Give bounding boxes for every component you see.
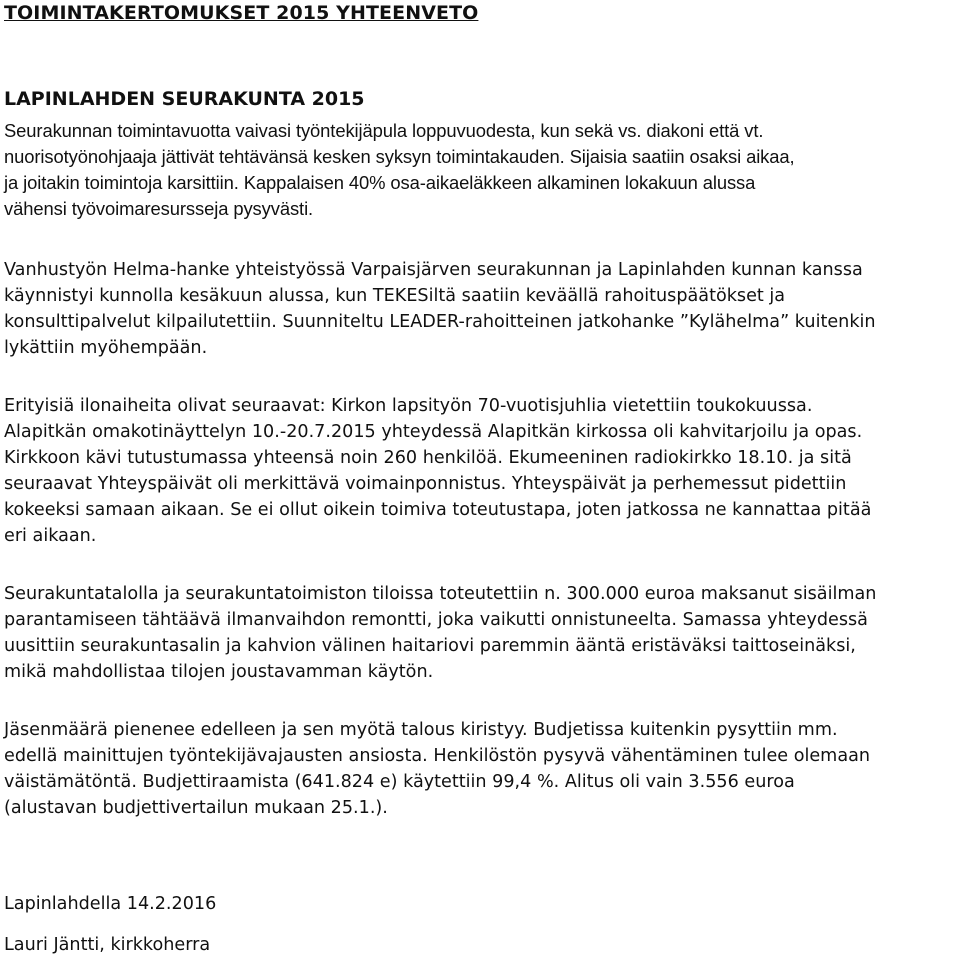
paragraph-line: käynnistyi kunnolla kesäkuun alussa, kun TEKESiltä saatiin keväällä rahoituspäätökset ja [4,286,786,306]
paragraph-line: vähensi työvoimaresursseja pysyvästi. [4,198,314,219]
paragraph-line: parantamiseen tähtäävä ilmanvaihdon remontti, joka vaikutti onnistuneelta. Samassa yhteydessä [4,610,868,630]
paragraph-economy [4,717,956,821]
paragraph-line: Seurakuntatalolla ja seurakuntatoimiston tiloissa toteutettiin n. 300.000 euroa maksanut sisäilman [4,584,877,604]
paragraph-line: Jäsenmäärä pienenee edelleen ja sen myötä talous kiristyy. Budjetissa kuitenkin pysyttiin mm. [4,720,838,740]
paragraph-line: väistämätöntä. Budjettiraamista (641.824 e) käytettiin 99,4 %. Alitus oli vain 3.556 euroa [4,772,795,792]
paragraph-line: Erityisiä ilonaiheita olivat seuraavat: Kirkon lapsityön 70-vuotisjuhlia vietettiin toukokuussa. [4,396,813,416]
paragraph-line: Seurakunnan toimintavuotta vaivasi työntekijäpula loppuvuodesta, kun sekä vs. diakoni että vt. [4,120,764,141]
signature-place-date: Lapinlahdella 14.2.2016 [4,894,217,914]
paragraph-renovation [4,581,956,685]
paragraph-line: Kirkkoon kävi tutustumassa yhteensä noin 260 henkilöä. Ekumeeninen radiokirkko 18.10. ja sitä [4,448,852,468]
document-title: TOIMINTAKERTOMUKSET 2015 YHTEENVETO [4,2,479,24]
paragraph-staffing [4,118,956,222]
paragraph-line: edellä mainittujen työntekijävajausten ansiosta. Henkilöstön pysyvä vähentäminen tulee olemaan [4,746,871,766]
paragraph-highlights [4,393,956,549]
paragraph-line: uusittiin seurakuntasalin ja kahvion välinen haitariovi paremmin ääntä eristäväksi taittoseinäksi, [4,636,856,656]
paragraph-line: konsulttipalvelut kilpailutettiin. Suunniteltu LEADER-rahoitteinen jatkohanke ”Kylähelma” kuitenkin [4,312,876,332]
paragraph-line: nuorisotyönohjaaja jättivät tehtävänsä kesken syksyn toimintakauden. Sijaisia saatiin osaksi aikaa, [4,146,795,167]
paragraph-line: mikä mahdollistaa tilojen joustavamman käytön. [4,662,434,682]
paragraph-line: (alustavan budjettivertailun mukaan 25.1.). [4,798,388,818]
paragraph-line: ja joitakin toimintoja karsittiin. Kappalaisen 40% osa-aikaeläkkeen alkaminen lokakuun alussa [4,172,756,193]
paragraph-line: kokeeksi samaan aikaan. Se ei ollut oikein toimiva toteutustapa, joten jatkossa ne kannattaa pitää [4,500,872,520]
paragraph-line: seuraavat Yhteyspäivät oli merkittävä voimainponnistus. Yhteyspäivät ja perhemessut pidettiin [4,474,847,494]
paragraph-line: Alapitkän omakotinäyttelyn 10.-20.7.2015 yhteydessä Alapitkän kirkossa oli kahvitarjoilu ja opas. [4,422,863,442]
paragraph-helma-project [4,257,956,361]
signature-name: Lauri Jäntti, kirkkoherra [4,935,211,955]
paragraph-line: eri aikaan. [4,526,97,546]
paragraph-line: lykättiin myöhempään. [4,338,208,358]
section-title: LAPINLAHDEN SEURAKUNTA 2015 [4,88,365,110]
paragraph-line: Vanhustyön Helma-hanke yhteistyössä Varpaisjärven seurakunnan ja Lapinlahden kunnan kanssa [4,260,863,280]
